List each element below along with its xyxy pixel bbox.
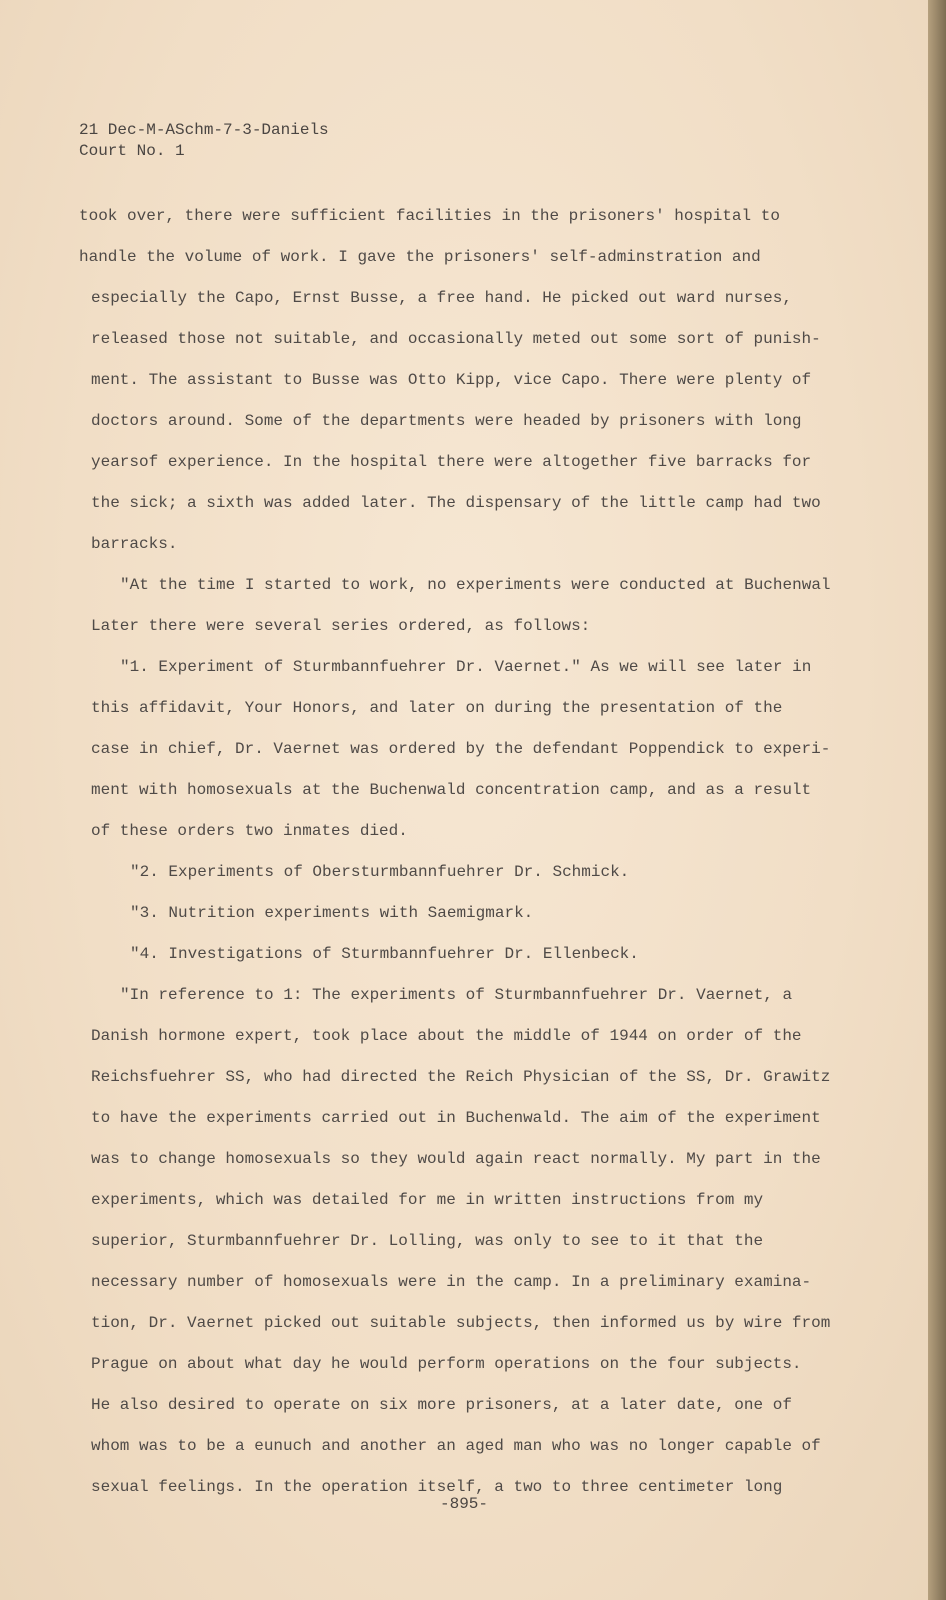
- page-number: -895-: [439, 1495, 488, 1513]
- text-line: whom was to be a eunuch and another an aged man who was no longer capable of: [91, 1437, 821, 1455]
- text-line: "At the time I started to work, no experiments were conducted at Buchenwal: [120, 576, 831, 594]
- text-line: the sick; a sixth was added later. The dispensary of the little camp had two: [91, 494, 821, 512]
- text-line: sexual feelings. In the operation itself, a two to three centimeter long: [91, 1478, 783, 1496]
- text-line: ment with homosexuals at the Buchenwald concentration camp, and as a result: [91, 781, 812, 799]
- text-line: Reichsfuehrer SS, who had directed the Reich Physician of the SS, Dr. Grawitz: [91, 1068, 831, 1086]
- text-line: "In reference to 1: The experiments of Sturmbannfuehrer Dr. Vaernet, a: [120, 986, 793, 1004]
- text-line: yearsof experience. In the hospital there were altogether five barracks for: [91, 453, 812, 471]
- text-line: case in chief, Dr. Vaernet was ordered by the defendant Poppendick to experi-: [91, 740, 831, 758]
- text-line: to have the experiments carried out in Buchenwald. The aim of the experiment: [91, 1109, 821, 1127]
- text-line: this affidavit, Your Honors, and later on during the presentation of the: [91, 699, 783, 717]
- text-line: "2. Experiments of Obersturmbannfuehrer Dr. Schmick.: [130, 863, 630, 881]
- text-line: He also desired to operate on six more prisoners, at a later date, one of: [91, 1396, 792, 1414]
- text-line: superior, Sturmbannfuehrer Dr. Lolling, was only to see to it that the: [91, 1232, 764, 1250]
- document-header: [79, 120, 329, 162]
- text-line: necessary number of homosexuals were in the camp. In a preliminary examina-: [91, 1273, 812, 1291]
- text-line: "4. Investigations of Sturmbannfuehrer Dr. Ellenbeck.: [130, 945, 639, 963]
- text-line: took over, there were sufficient facilities in the prisoners' hospital to: [79, 207, 780, 225]
- text-line: Later there were several series ordered, as follows:: [91, 617, 591, 635]
- text-line: of these orders two inmates died.: [91, 822, 408, 840]
- text-line: ment. The assistant to Busse was Otto Kipp, vice Capo. There were plenty of: [91, 371, 812, 389]
- text-line: Prague on about what day he would perform operations on the four subjects.: [91, 1355, 802, 1373]
- text-line: doctors around. Some of the departments were headed by prisoners with long: [91, 412, 802, 430]
- page-edge: [928, 0, 946, 1600]
- text-line: released those not suitable, and occasionally meted out some sort of punish-: [91, 330, 821, 348]
- body-text: [79, 196, 869, 1508]
- text-line: handle the volume of work. I gave the prisoners' self-adminstration and: [79, 248, 761, 266]
- text-line: Danish hormone expert, took place about the middle of 1944 on order of the: [91, 1027, 802, 1045]
- header-reference: 21 Dec-M-ASchm-7-3-Daniels: [79, 121, 329, 139]
- text-line: was to change homosexuals so they would again react normally. My part in the: [91, 1150, 821, 1168]
- text-line: especially the Capo, Ernst Busse, a free hand. He picked out ward nurses,: [91, 289, 792, 307]
- text-line: experiments, which was detailed for me in written instructions from my: [91, 1191, 764, 1209]
- text-line: barracks.: [91, 535, 178, 553]
- text-line: "1. Experiment of Sturmbannfuehrer Dr. Vaernet." As we will see later in: [120, 658, 812, 676]
- text-line: tion, Dr. Vaernet picked out suitable subjects, then informed us by wire from: [91, 1314, 831, 1332]
- text-line: "3. Nutrition experiments with Saemigmark.: [130, 904, 534, 922]
- header-court: Court No. 1: [79, 142, 185, 160]
